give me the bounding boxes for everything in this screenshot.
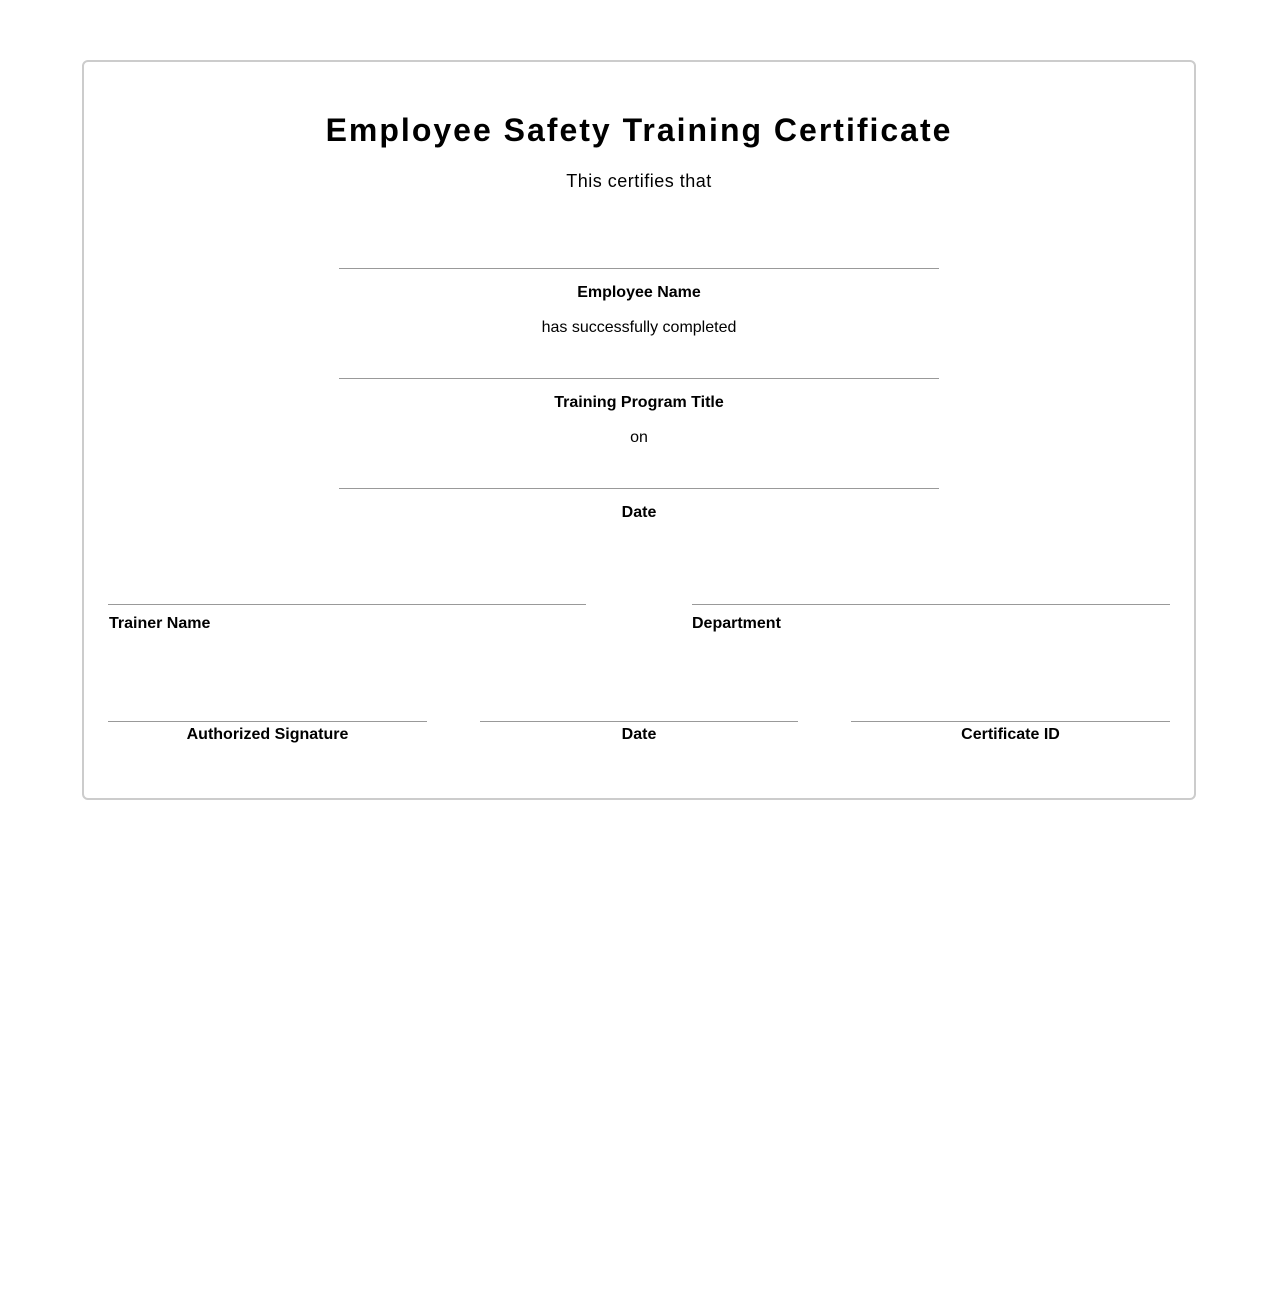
- department-line[interactable]: [692, 604, 1170, 605]
- trainer-name-line[interactable]: [108, 604, 586, 605]
- on-text: on: [630, 429, 648, 446]
- employee-name-label: Employee Name: [577, 284, 701, 301]
- certifies-text: This certifies that: [566, 171, 712, 191]
- training-program-line[interactable]: [339, 378, 939, 379]
- trainer-name-label: Trainer Name: [109, 615, 211, 632]
- authorized-signature-line[interactable]: [108, 721, 427, 722]
- certificate-id-line[interactable]: [851, 721, 1170, 722]
- certificate-card: [82, 60, 1196, 800]
- department-label: Department: [692, 615, 781, 632]
- completion-date-line[interactable]: [339, 488, 939, 489]
- certificate-id-label: Certificate ID: [961, 726, 1060, 743]
- completion-date-label: Date: [621, 504, 657, 521]
- certificate-title: Employee Safety Training Certificate: [325, 112, 953, 148]
- signature-date-line[interactable]: [480, 721, 798, 722]
- authorized-signature-label: Authorized Signature: [186, 726, 349, 743]
- training-program-label: Training Program Title: [554, 394, 724, 411]
- employee-name-line[interactable]: [339, 268, 939, 269]
- completed-text: has successfully completed: [541, 319, 737, 336]
- signature-date-label: Date: [621, 726, 657, 743]
